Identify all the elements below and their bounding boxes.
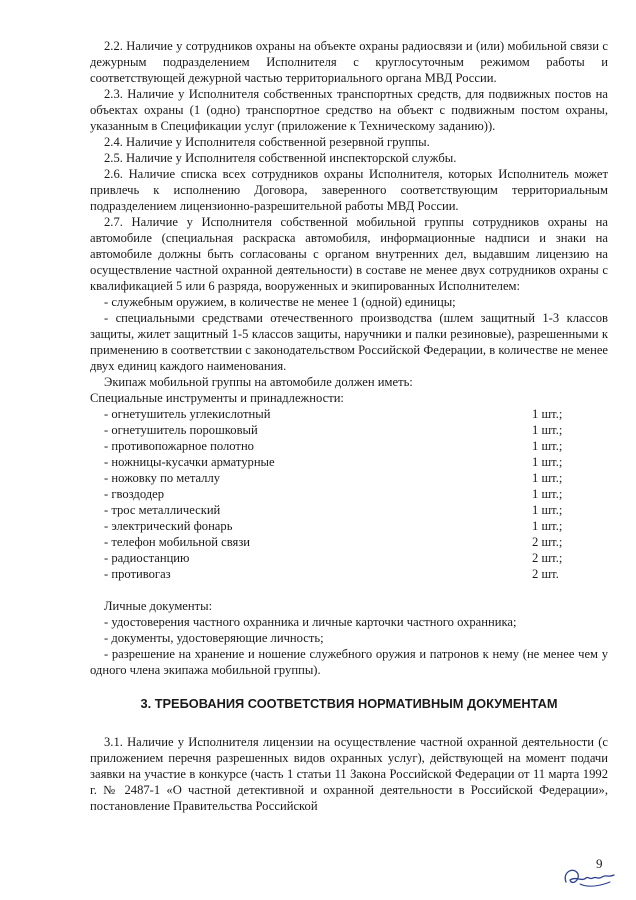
list-item	[90, 550, 608, 566]
equipment-name: - гвоздодер	[104, 487, 165, 501]
paragraph-2-4: 2.4. Наличие у Исполнителя собственной резервной группы.	[104, 135, 430, 149]
equipment-qty: 1 шт.;	[532, 439, 563, 453]
list-item	[90, 502, 608, 518]
list-item	[90, 486, 608, 502]
equipment-name: - телефон мобильной связи	[104, 535, 251, 549]
tools-heading: Специальные инструменты и принадлежности:	[90, 391, 344, 405]
page-number: 9	[596, 856, 603, 871]
equipment-qty: 1 шт.;	[532, 407, 563, 421]
equipment-qty: 1 шт.;	[532, 503, 563, 517]
list-item	[90, 534, 608, 550]
equipment-name: - противопожарное полотно	[104, 439, 254, 453]
equipment-name: - огнетушитель порошковый	[104, 423, 258, 437]
weapon-item: - служебным оружием, в количестве не менее 1 (одной) единицы;	[104, 295, 456, 309]
paragraph-2-6: 2.6. Наличие списка всех сотрудников охраны Исполнителя, которых Исполнитель может привлечь к исполнению Договора, заверенного соответствующим территориальным подразделением лицензионно-разрешительной работы МВД России.	[90, 167, 608, 213]
equipment-list	[90, 406, 608, 582]
personal-docs-heading: Личные документы:	[104, 599, 213, 613]
equipment-qty: 2 шт.;	[532, 551, 563, 565]
list-item	[90, 454, 608, 470]
list-item	[90, 518, 608, 534]
list-item	[90, 470, 608, 486]
document-body	[90, 38, 608, 814]
special-means-item: - специальными средствами отечественного производства (шлем защитный 1-3 классов защиты, жилет защитный 1-5 классов защиты, наручники и палки резиновые), разрешенными к применению в соответствии с законодательством Российской Федерации, в количестве не менее двух единиц каждого наименования.	[90, 311, 608, 373]
equipment-qty: 1 шт.;	[532, 487, 563, 501]
paragraph-2-3: 2.3. Наличие у Исполнителя собственных транспортных средств, для подвижных постов на объектах охраны (1 (одно) транспортное средство на объект с подвижным постом охраны, указанным в Спецификации услуг (приложение к Техническому заданию)).	[90, 87, 608, 133]
paragraph-3-1: 3.1. Наличие у Исполнителя лицензии на осуществление частной охранной деятельности (с приложением перечня разрешенных видов охранных услуг), действующей на момент подачи заявки на участие в конкурсе (часть 1 статьи 11 Закона Российской Федерации от 11 марта 1992 г. № 2487-1 «О частной детективной и охранной деятельности в Российской Федерации», постановление Правительства Российской	[90, 735, 608, 813]
list-item	[90, 422, 608, 438]
personal-doc-item: - документы, удостоверяющие личность;	[104, 631, 324, 645]
equipment-name: - ножовку по металлу	[104, 471, 221, 485]
equipment-qty: 1 шт.;	[532, 455, 563, 469]
equipment-qty: 1 шт.;	[532, 423, 563, 437]
crew-must-have: Экипаж мобильной группы на автомобиле должен иметь:	[104, 375, 413, 389]
personal-doc-item: - разрешение на хранение и ношение служебного оружия и патронов к нему (не менее чем у одного члена экипажа мобильной группы).	[90, 647, 608, 677]
list-item	[90, 566, 608, 582]
equipment-qty: 1 шт.;	[532, 471, 563, 485]
equipment-name: - огнетушитель углекислотный	[104, 407, 271, 421]
equipment-name: - противогаз	[104, 567, 171, 581]
equipment-name: - радиостанцию	[104, 551, 190, 565]
equipment-qty: 2 шт.	[532, 567, 559, 581]
spacer	[90, 582, 608, 598]
equipment-name: - трос металлический	[104, 503, 221, 517]
paragraph-2-5: 2.5. Наличие у Исполнителя собственной инспекторской службы.	[104, 151, 457, 165]
equipment-name: - электрический фонарь	[104, 519, 233, 533]
paragraph-2-7: 2.7. Наличие у Исполнителя собственной мобильной группы сотрудников охраны на автомобиле (специальная раскраска автомобиля, информационные надписи и знаки на автомобиле должны быть согласованы с органом внутренних дел, выдавшим лицензию на осуществление частной охранной деятельности) в составе не менее двух сотрудников охраны с квалификацией 5 или 6 разряда, вооруженных и экипированных Исполнителем:	[90, 215, 608, 293]
list-item	[90, 438, 608, 454]
signature-icon	[560, 858, 618, 892]
equipment-name: - ножницы-кусачки арматурные	[104, 455, 275, 469]
equipment-qty: 2 шт.;	[532, 535, 563, 549]
equipment-qty: 1 шт.;	[532, 519, 563, 533]
section-3-title: 3. ТРЕБОВАНИЯ СООТВЕТСТВИЯ НОРМАТИВНЫМ ДОКУМЕНТАМ	[140, 696, 558, 711]
list-item	[90, 406, 608, 422]
paragraph-2-2: 2.2. Наличие у сотрудников охраны на объекте охраны радиосвязи и (или) мобильной связи с дежурным подразделением Исполнителя с круглосуточным режимом работы и соответствующей дежурной частью территориального органа МВД России.	[90, 39, 608, 85]
personal-doc-item: - удостоверения частного охранника и личные карточки частного охранника;	[104, 615, 517, 629]
